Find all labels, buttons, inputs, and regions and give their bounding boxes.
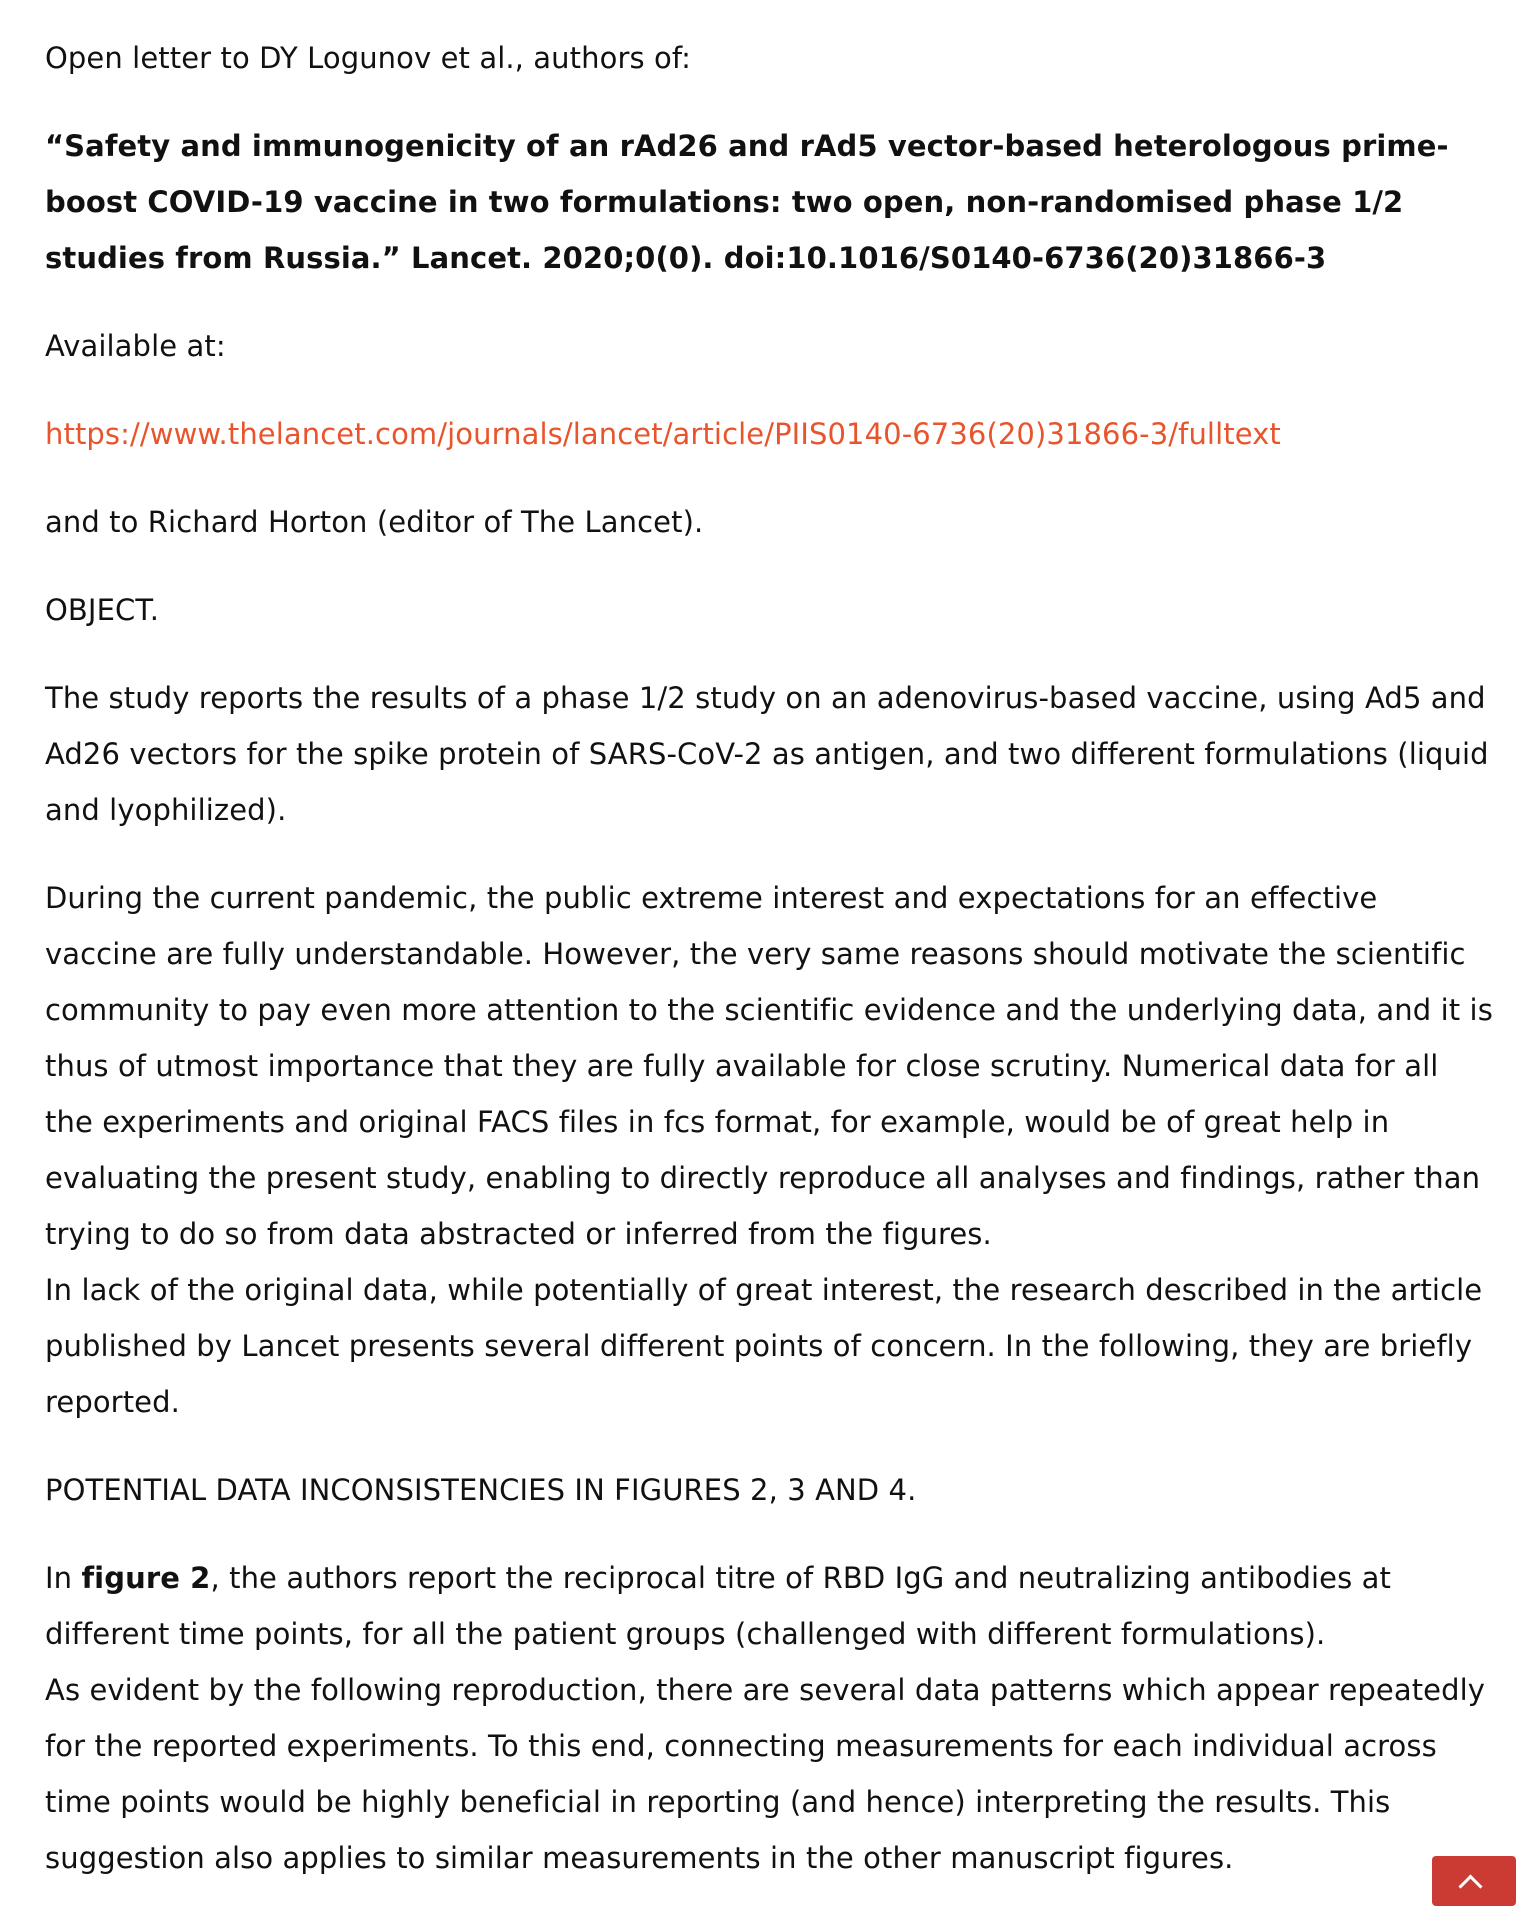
figure2-reference: figure 2 [81, 1561, 211, 1595]
figure2-prefix: In [45, 1561, 82, 1595]
inconsistencies-heading: POTENTIAL DATA INCONSISTENCIES IN FIGURES 2, 3 AND 4. [45, 1473, 917, 1507]
available-at-label: Available at: [45, 329, 226, 363]
editor-line: and to Richard Horton (editor of The Lancet). [45, 505, 704, 539]
addressee-line: Open letter to DY Logunov et al., authors of: [45, 41, 691, 75]
object-paragraph-2: During the current pandemic, the public extreme interest and expectations for an effective vaccine are fully understandable. However, the very same reasons should motivate the scientific community to pay even more attention to the scientific evidence and the underlying data, and it is thus of utmost importance that they are fully available for close scrutiny. Numerical data for all the experiments and original FACS files in fcs format, for example, would be of great help in evaluating the present study, enabling to directly reproduce all analyses and findings, rather than trying to do so from data abstracted or inferred from the figures. [45, 881, 1493, 1251]
scroll-to-top-button[interactable] [1432, 1856, 1516, 1906]
object-paragraph-1: The study reports the results of a phase 1/2 study on an adenovirus-based vaccine, using Ad5 and Ad26 vectors for the spike protein of SARS-CoV-2 as antigen, and two different formulations (liquid and lyophilized). [45, 681, 1489, 827]
article-body [45, 30, 1495, 1886]
figure2-description: , the authors report the reciprocal titre of RBD IgG and neutralizing antibodies at different time points, for all the patient groups (challenged with different formulations). [45, 1561, 1391, 1651]
object-heading: OBJECT. [45, 593, 160, 627]
article-link[interactable]: https://www.thelancet.com/journals/lancet/article/PIIS0140-6736(20)31866-3/fulltext [45, 417, 1281, 451]
article-citation: “Safety and immunogenicity of an rAd26 and rAd5 vector-based heterologous prime-boost COVID-19 vaccine in two formulations: two open, non-randomised phase 1/2 studies from Russia.” Lancet. 2020;0(0). doi:10.1016/S0140-6736(20)31866-3 [45, 129, 1449, 275]
chevron-up-icon [1458, 1874, 1482, 1898]
data-patterns-paragraph: As evident by the following reproduction, there are several data patterns which appear repeatedly for the reported experiments. To this end, connecting measurements for each individual across time points would be highly beneficial in reporting (and hence) interpreting the results. This suggestion also applies to similar measurements in the other manuscript figures. [45, 1673, 1486, 1875]
figure2-paragraph [45, 1550, 1495, 1662]
object-paragraph-3: In lack of the original data, while potentially of great interest, the research described in the article published by Lancet presents several different points of concern. In the following, they are briefly reported. [45, 1273, 1483, 1419]
